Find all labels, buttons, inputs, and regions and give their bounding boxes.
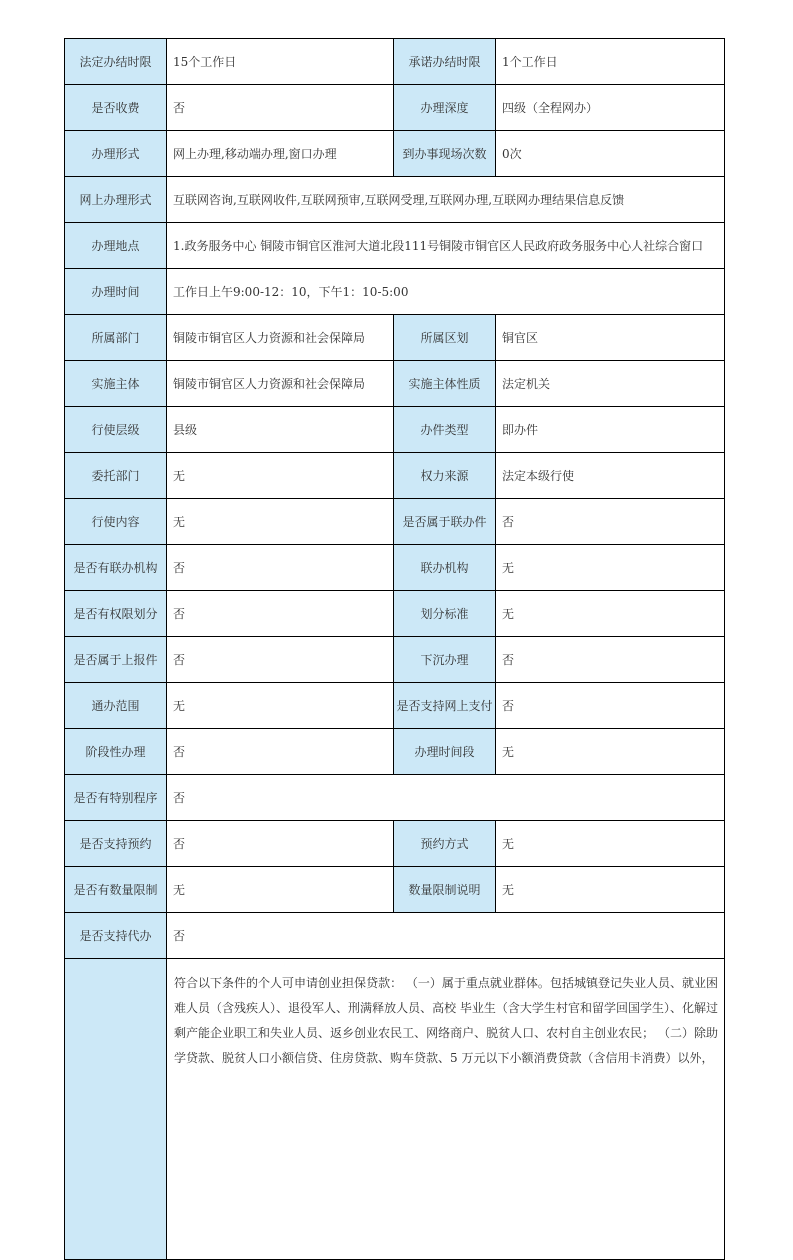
field-value: 否 <box>167 821 394 867</box>
field-value: 否 <box>496 499 725 545</box>
field-value: 无 <box>496 591 725 637</box>
field-value: 法定机关 <box>496 361 725 407</box>
field-value: 1.政务服务中心 铜陵市铜官区淮河大道北段111号铜陵市铜官区人民政府政务服务中心人社综合窗口 <box>167 223 725 269</box>
field-label: 办件类型 <box>394 407 496 453</box>
field-label: 权力来源 <box>394 453 496 499</box>
table-row <box>65 775 725 821</box>
field-label: 办理时间段 <box>394 729 496 775</box>
field-value: 无 <box>496 867 725 913</box>
field-value: 互联网咨询,互联网收件,互联网预审,互联网受理,互联网办理,互联网办理结果信息反馈 <box>167 177 725 223</box>
field-value: 无 <box>167 867 394 913</box>
field-label: 网上办理形式 <box>65 177 167 223</box>
field-label: 划分标准 <box>394 591 496 637</box>
table-row <box>65 729 725 775</box>
field-label: 行使层级 <box>65 407 167 453</box>
table-row <box>65 177 725 223</box>
table-row <box>65 913 725 959</box>
field-value: 县级 <box>167 407 394 453</box>
field-value: 铜官区 <box>496 315 725 361</box>
field-value: 铜陵市铜官区人力资源和社会保障局 <box>167 315 394 361</box>
table-row <box>65 361 725 407</box>
field-value: 四级（全程网办） <box>496 85 725 131</box>
table-row <box>65 85 725 131</box>
field-value: 0次 <box>496 131 725 177</box>
field-value: 否 <box>167 591 394 637</box>
field-label: 下沉办理 <box>394 637 496 683</box>
field-label: 数量限制说明 <box>394 867 496 913</box>
field-value: 否 <box>167 913 725 959</box>
field-value: 无 <box>496 545 725 591</box>
field-label: 实施主体 <box>65 361 167 407</box>
table-row <box>65 131 725 177</box>
table-row <box>65 545 725 591</box>
field-value: 否 <box>496 637 725 683</box>
field-value: 否 <box>167 729 394 775</box>
field-value: 否 <box>496 683 725 729</box>
field-value: 否 <box>167 637 394 683</box>
field-value: 工作日上午9:00-12：10，下午1：10-5:00 <box>167 269 725 315</box>
field-label: 承诺办结时限 <box>394 39 496 85</box>
field-label: 是否支持代办 <box>65 913 167 959</box>
field-label: 委托部门 <box>65 453 167 499</box>
field-label: 实施主体性质 <box>394 361 496 407</box>
table-row <box>65 407 725 453</box>
field-label: 通办范围 <box>65 683 167 729</box>
field-label: 是否有数量限制 <box>65 867 167 913</box>
service-info-body <box>65 39 725 1260</box>
field-label: 是否有特别程序 <box>65 775 167 821</box>
table-row <box>65 269 725 315</box>
field-label: 办理地点 <box>65 223 167 269</box>
table-row <box>65 39 725 85</box>
field-value: 即办件 <box>496 407 725 453</box>
table-row <box>65 637 725 683</box>
field-label: 是否属于上报件 <box>65 637 167 683</box>
field-value: 否 <box>167 775 725 821</box>
field-value: 无 <box>167 683 394 729</box>
field-label: 行使内容 <box>65 499 167 545</box>
field-label: 阶段性办理 <box>65 729 167 775</box>
field-value: 无 <box>167 499 394 545</box>
table-row <box>65 453 725 499</box>
table-row <box>65 591 725 637</box>
table-row <box>65 821 725 867</box>
field-value: 否 <box>167 85 394 131</box>
field-value: 网上办理,移动端办理,窗口办理 <box>167 131 394 177</box>
table-row <box>65 499 725 545</box>
field-label: 办理时间 <box>65 269 167 315</box>
field-label: 是否属于联办件 <box>394 499 496 545</box>
field-label: 预约方式 <box>394 821 496 867</box>
field-label: 是否收费 <box>65 85 167 131</box>
field-label: 联办机构 <box>394 545 496 591</box>
field-label: 办理形式 <box>65 131 167 177</box>
table-row <box>65 315 725 361</box>
field-label: 所属部门 <box>65 315 167 361</box>
table-row <box>65 223 725 269</box>
field-value: 1个工作日 <box>496 39 725 85</box>
conditions-text: 符合以下条件的个人可申请创业担保贷款： （一）属于重点就业群体。包括城镇登记失业人员、就业困难人员（含残疾人）、退役军人、刑满释放人员、高校 毕业生（含大学生村官和留学回国学生）、化解过剩产能企业职工和失业人员、返乡创业农民工、网络商户、脱贫人口、农村自主创业农民； （二）除助学贷款、脱贫人口小额信贷、住房贷款、购车贷款、5 万元以下小额消费贷款（含信用卡消费）以外， <box>167 959 725 1260</box>
table-row <box>65 867 725 913</box>
field-value: 无 <box>496 821 725 867</box>
field-label: 是否支持网上支付 <box>394 683 496 729</box>
field-label: 办理深度 <box>394 85 496 131</box>
field-value: 法定本级行使 <box>496 453 725 499</box>
conditions-label <box>65 959 167 1260</box>
field-label: 是否有权限划分 <box>65 591 167 637</box>
field-value: 无 <box>167 453 394 499</box>
field-value: 否 <box>167 545 394 591</box>
field-label: 法定办结时限 <box>65 39 167 85</box>
conditions-row <box>65 959 725 1260</box>
service-info-sheet <box>64 38 724 1260</box>
field-label: 到办事现场次数 <box>394 131 496 177</box>
field-value: 铜陵市铜官区人力资源和社会保障局 <box>167 361 394 407</box>
field-value: 15个工作日 <box>167 39 394 85</box>
table-row <box>65 683 725 729</box>
field-label: 是否支持预约 <box>65 821 167 867</box>
field-value: 无 <box>496 729 725 775</box>
field-label: 所属区划 <box>394 315 496 361</box>
field-label: 是否有联办机构 <box>65 545 167 591</box>
service-info-table <box>64 38 725 1260</box>
